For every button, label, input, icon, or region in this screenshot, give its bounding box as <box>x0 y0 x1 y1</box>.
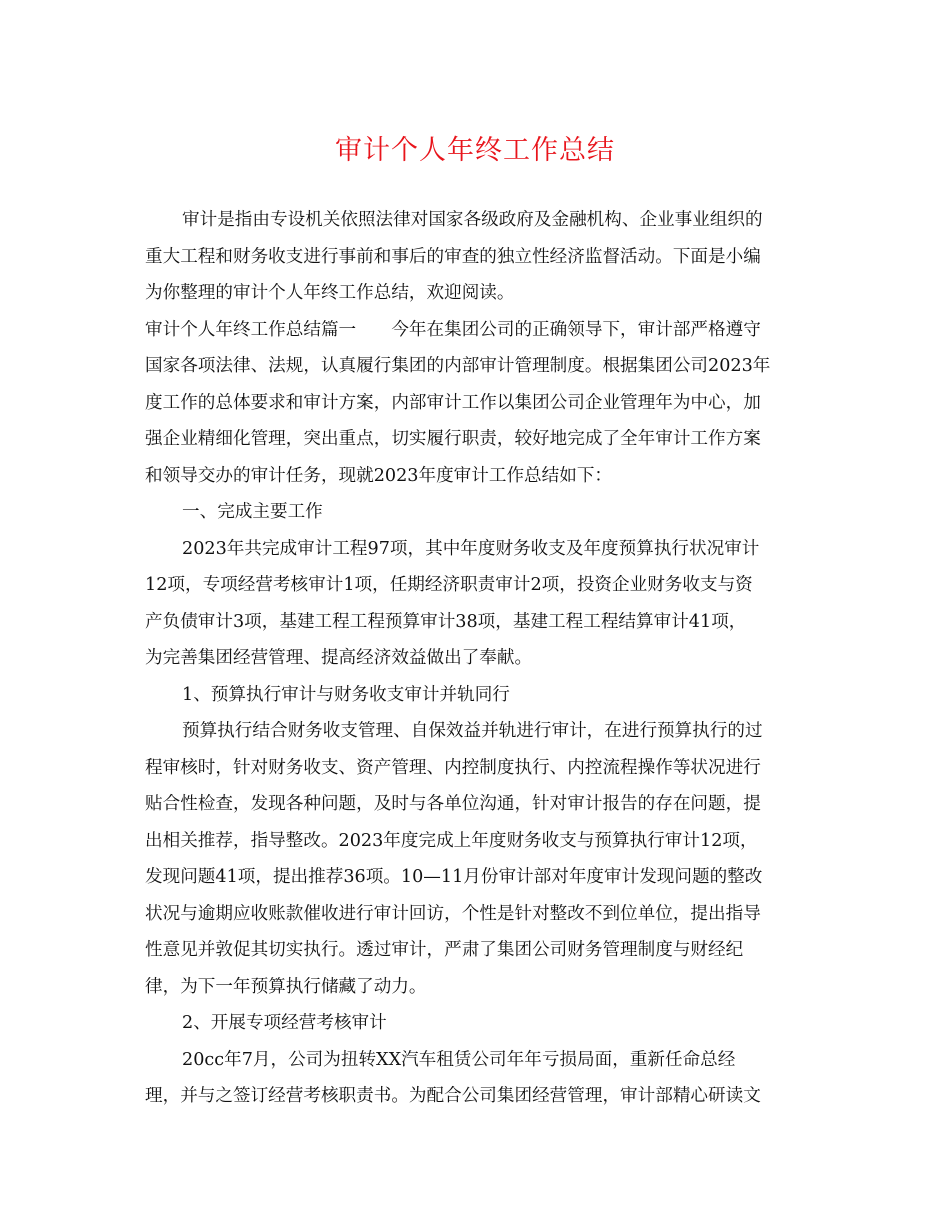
paragraph-line: 产负债审计3项，基建工程工程预算审计38项，基建工程工程结算审计41项， <box>145 611 747 632</box>
paragraph-line: 状况与逾期应收账款催收进行审计回访，个性是针对整改不到位单位，提出指导 <box>145 903 761 924</box>
paragraph-line: 20cc年7月，公司为扭转XX汽车租赁公司年年亏损局面，重新任命总经 <box>182 1049 736 1070</box>
paragraph-line: 为你整理的审计个人年终工作总结，欢迎阅读。 <box>145 283 515 303</box>
paragraph-line: 和领导交办的审计任务，现就2023年度审计工作总结如下： <box>145 465 613 486</box>
section-heading: 一、完成主要工作 <box>182 502 323 522</box>
paragraph-line: 审计个人年终工作总结篇一 今年在集团公司的正确领导下，审计部严格遵守 <box>145 319 761 340</box>
paragraph-line: 审计是指由专设机关依照法律对国家各级政府及金融机构、企业事业组织的 <box>182 210 763 230</box>
paragraph-line: 出相关推荐，指导整改。2023年度完成上年度财务收支与预算执行审计12项， <box>145 830 758 851</box>
paragraph-line: 度工作的总体要求和审计方案，内部审计工作以集团公司企业管理年为中心，加 <box>145 392 761 413</box>
paragraph-line: 贴合性检查，发现各种问题，及时与各单位沟通，针对审计报告的存在问题，提 <box>145 794 761 814</box>
paragraph-line: 强企业精细化管理，突出重点，切实履行职责，较好地完成了全年审计工作方案 <box>145 429 761 449</box>
paragraph-line: 国家各项法律、法规，认真履行集团的内部审计管理制度。根据集团公司2023年 <box>145 356 771 376</box>
subsection-heading: 2、开展专项经营考核审计 <box>182 1013 387 1033</box>
paragraph-line: 程审核时，针对财务收支、资产管理、内控制度执行、内控流程操作等状况进行 <box>145 757 761 778</box>
paragraph-line: 理，并与之签订经营考核职责书。为配合公司集团经营管理，审计部精心研读文 <box>145 1086 761 1106</box>
paragraph-line: 重大工程和财务收支进行事前和事后的审查的独立性经济监督活动。下面是小编 <box>145 246 761 267</box>
paragraph-line: 性意见并敦促其切实执行。透过审计，严肃了集团公司财务管理制度与财经纪 <box>145 940 744 960</box>
paragraph-line: 预算执行结合财务收支管理、自保效益并轨进行审计，在进行预算执行的过 <box>182 721 763 741</box>
paragraph-line: 律，为下一年预算执行储藏了动力。 <box>145 976 427 997</box>
paragraph-line: 发现问题41项，提出推荐36项。10—11月份审计部对年度审计发现问题的整改 <box>145 867 763 887</box>
paragraph-line: 为完善集团经营管理、提高经济效益做出了奉献。 <box>145 648 533 668</box>
document-title: 审计个人年终工作总结 <box>335 135 615 166</box>
paragraph-line: 2023年共完成审计工程97项，其中年度财务收支及年度预算执行状况审计 <box>182 538 760 559</box>
paragraph-line: 12项，专项经营考核审计1项，任期经济职责审计2项，投资企业财务收支与资 <box>145 575 753 595</box>
subsection-heading: 1、预算执行审计与财务收支审计并轨同行 <box>182 684 510 705</box>
document-body <box>145 202 810 1115</box>
